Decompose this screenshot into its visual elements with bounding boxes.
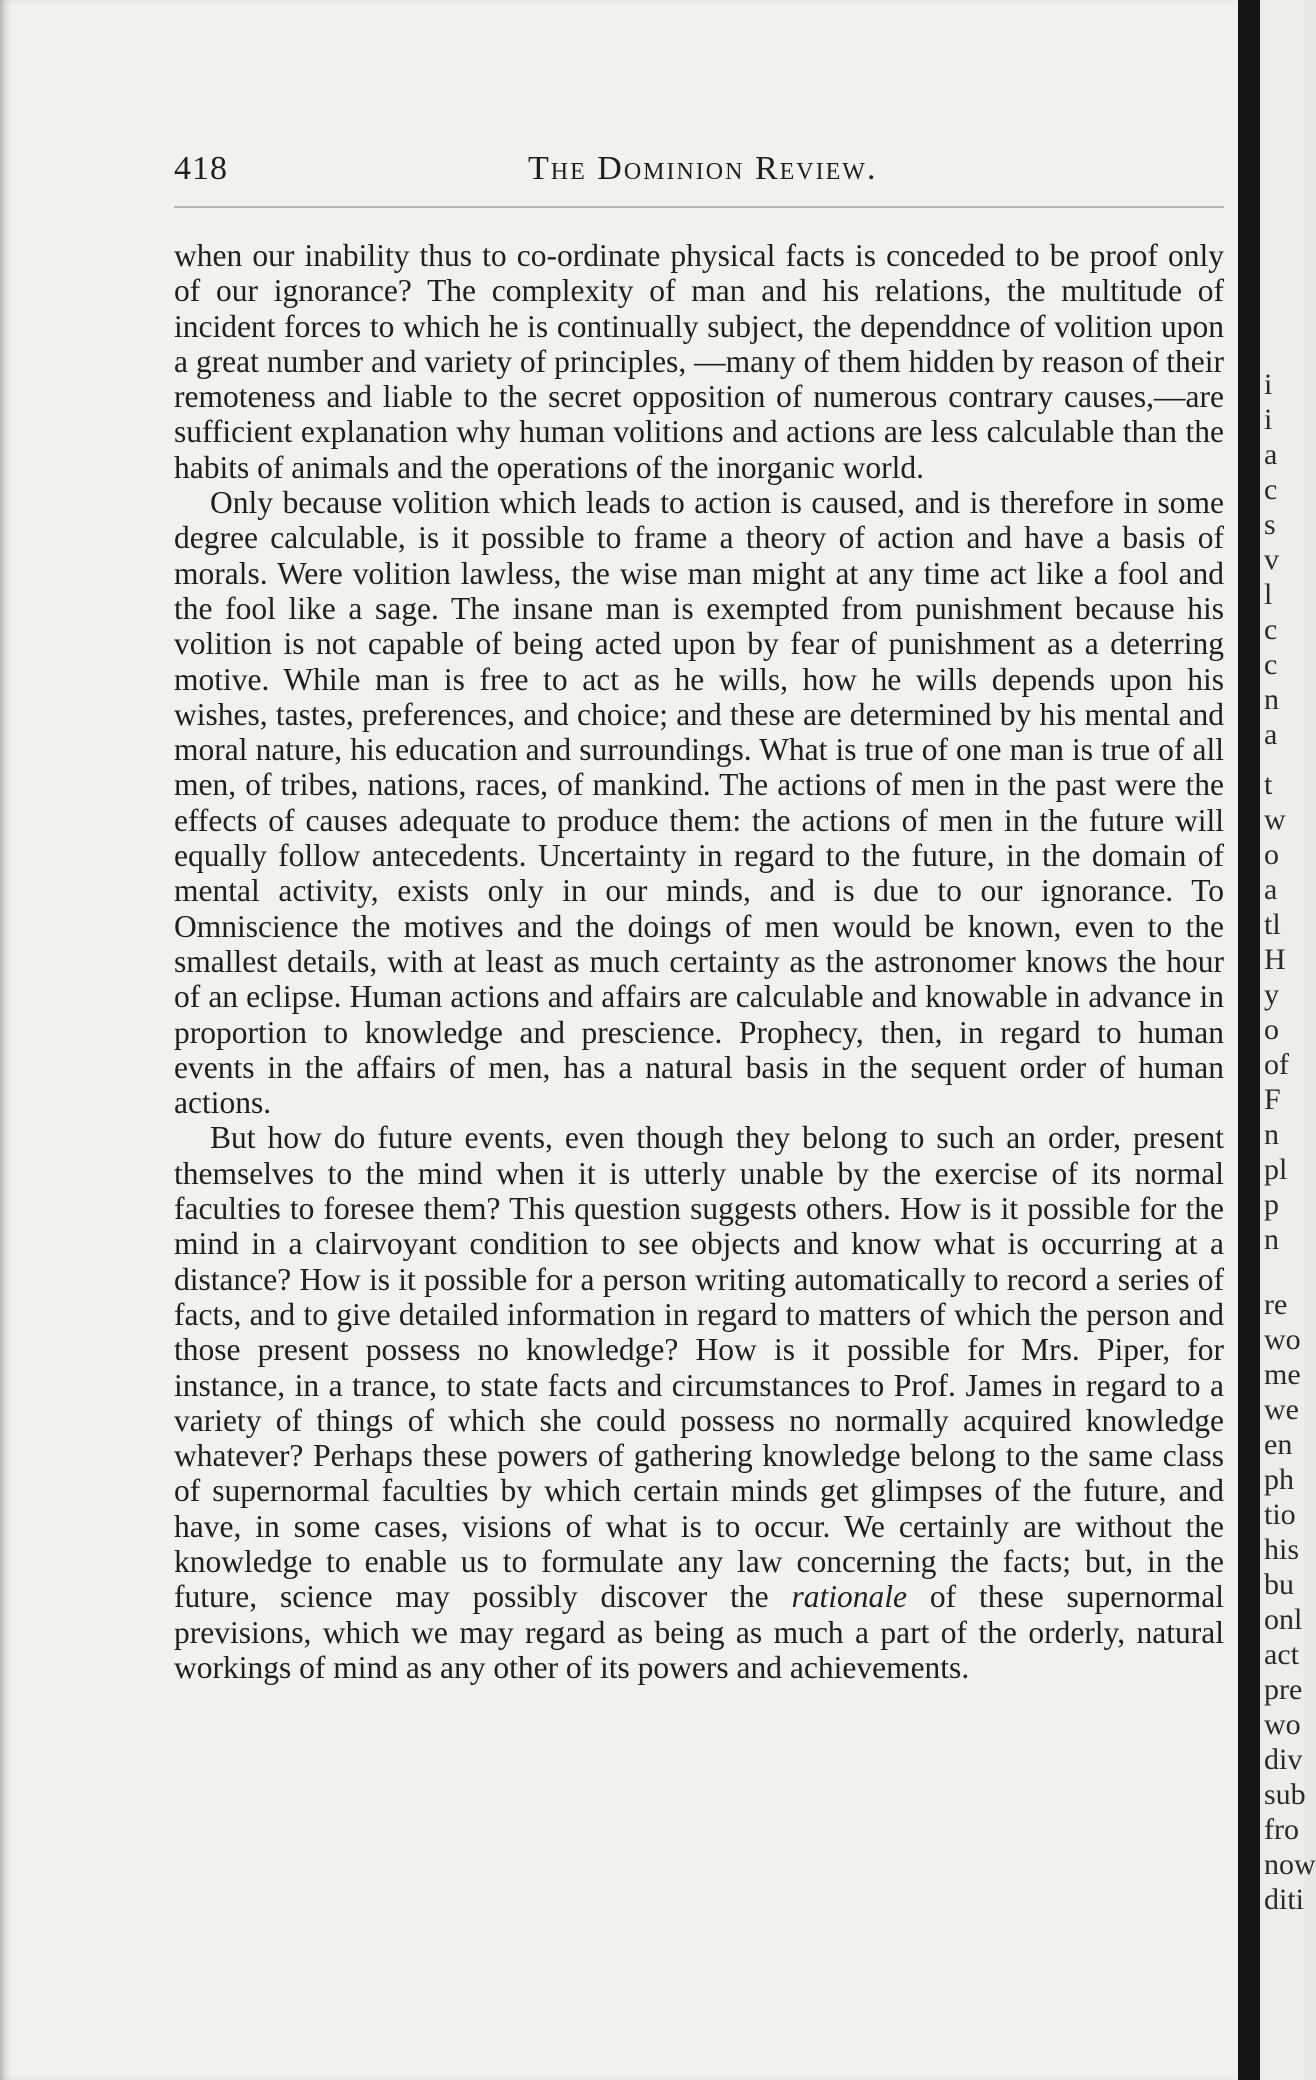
adjacent-page-fragment: v <box>1264 543 1279 576</box>
adjacent-page-fragment: ph <box>1264 1463 1294 1496</box>
adjacent-page-fragment: s <box>1264 508 1276 541</box>
adjacent-page-fragment: of <box>1264 1048 1289 1081</box>
adjacent-page-fragment: me <box>1264 1358 1301 1391</box>
adjacent-page-fragment: diti <box>1264 1883 1305 1916</box>
page-header <box>174 150 1224 194</box>
adjacent-page-fragment: c <box>1264 473 1278 506</box>
adjacent-page-fragment: fro <box>1264 1813 1299 1846</box>
adjacent-page-fragment: c <box>1264 613 1278 646</box>
adjacent-page-fragment: act <box>1264 1638 1299 1671</box>
adjacent-page-fragment: tl <box>1264 908 1281 941</box>
adjacent-page-fragment: c <box>1264 648 1278 681</box>
adjacent-page-edge <box>1260 0 1316 2080</box>
paragraph-3-italic-word: rationale <box>791 1579 907 1615</box>
adjacent-page-fragment: p <box>1264 1188 1279 1221</box>
adjacent-page-fragment: a <box>1264 718 1278 751</box>
adjacent-page-fragment: o <box>1264 838 1279 871</box>
adjacent-page-fragment: onl <box>1264 1603 1303 1636</box>
paragraph-1-text: when our inability thus to co-ordinate physical facts is conceded to be proof only of our ignorance? The complexity of man and his relations, the multitude of incident forces to which he is continually subject, the dependdnce of volition upon a great number and variety of principles, —many of them hidden by reason of their remoteness and liable to the secret opposition of numerous contrary causes,—are sufficient explanation why human volitions and actions are less calculable than the habits of animals and the operations of the inorganic world. <box>174 238 1224 485</box>
book-gutter <box>1238 0 1260 2080</box>
adjacent-page-fragment: now <box>1264 1848 1316 1881</box>
adjacent-page-fragment: pre <box>1264 1673 1303 1706</box>
header-rule <box>174 206 1224 208</box>
paragraph-2-text: Only because volition which leads to action is caused, and is therefore in some degree calculable, is it possible to frame a theory of action and have a basis of morals. Were volition lawless, the wise man might at any time act like a fool and the fool like a sage. The insane man is exempted from punishment because his volition is not capable of being acted upon by fear of punishment as a deterring motive. While man is free to act as he wills, how he wills depends upon his wishes, tastes, preferences, and choice; and these are determined by his mental and moral nature, his education and surroundings. What is true of one man is true of all men, of tribes, nations, races, of mankind. The actions of men in the past were the effects of causes adequate to produce them: the actions of men in the future will equally follow antecedents. Uncertainty in regard to the future, in the domain of mental activity, exists only in our minds, and is due to our ignorance. To Omniscience the motives and the doings of men would be known, even to the smallest details, with at least as much certainty as the astronomer knows the hour of an eclipse. Human actions and affairs are calculable and knowable in advance in proportion to knowledge and prescience. Prophecy, then, in regard to human events in the affairs of men, has a natural basis in the sequent order of human actions. <box>174 485 1224 1121</box>
adjacent-page-fragment: wo <box>1264 1323 1301 1356</box>
adjacent-page-fragment: o <box>1264 1013 1279 1046</box>
page-number: 418 <box>174 150 228 187</box>
adjacent-page-fragment: bu <box>1264 1568 1294 1601</box>
adjacent-page-fragment: a <box>1264 438 1278 471</box>
adjacent-page-fragment: F <box>1264 1083 1281 1116</box>
adjacent-page-fragment: n <box>1264 683 1279 716</box>
adjacent-page-fragment: div <box>1264 1743 1303 1776</box>
adjacent-page-fragment: w <box>1264 803 1286 836</box>
adjacent-page-fragment: en <box>1264 1428 1293 1461</box>
running-head: The Dominion Review. <box>528 150 878 187</box>
adjacent-page-fragment: i <box>1264 403 1273 436</box>
paragraph-2 <box>174 485 1224 1120</box>
adjacent-page-fragment: wo <box>1264 1708 1301 1741</box>
paragraph-1 <box>174 238 1224 485</box>
paragraph-3-text-b: of these supernormal previsions, which we may regard as being as much a part of the orderly, natural workings of mind as any other of its powers and achievements. <box>174 1579 1225 1685</box>
adjacent-page-fragment: sub <box>1264 1778 1306 1811</box>
adjacent-page-fragment: we <box>1264 1393 1299 1426</box>
adjacent-page-fragment: re <box>1264 1288 1288 1321</box>
adjacent-page-fragment: i <box>1264 368 1273 401</box>
body-text <box>174 238 1224 1685</box>
paragraph-3-text-a: But how do future events, even though they belong to such an order, present themselves to the mind when it is utterly unable by the exercise of its normal faculties to foresee them? This question suggests others. How is it possible for the mind in a clairvoyant condition to see objects and know what is occurring at a distance? How is it possible for a person writing automatically to record a series of facts, and to give detailed information in regard to matters of which the person and those present possess no knowledge? How is it possible for Mrs. Piper, for instance, in a trance, to state facts and circumstances to Prof. James in regard to a variety of things of which she could possess no normally acquired knowledge whatever? Perhaps these powers of gathering knowledge belong to the same class of supernormal faculties by which certain minds get glimpses of the future, and have, in some cases, visions of what is to occur. We certainly are without the knowledge to enable us to formulate any law concerning the facts; but, in the future, science may possibly discover the <box>174 1120 1224 1615</box>
adjacent-page-fragment: H <box>1264 943 1286 976</box>
adjacent-page-fragment: l <box>1264 578 1273 611</box>
adjacent-page-fragment: his <box>1264 1533 1300 1566</box>
adjacent-page-fragment: y <box>1264 978 1279 1011</box>
adjacent-page-fragment: a <box>1264 873 1278 906</box>
adjacent-page-fragment: n <box>1264 1223 1279 1256</box>
adjacent-page-fragment: t <box>1264 768 1273 801</box>
adjacent-page-fragment: tio <box>1264 1498 1296 1531</box>
adjacent-page-fragment: pl <box>1264 1153 1288 1186</box>
paragraph-3 <box>174 1120 1224 1685</box>
adjacent-page-fragment: n <box>1264 1118 1279 1151</box>
